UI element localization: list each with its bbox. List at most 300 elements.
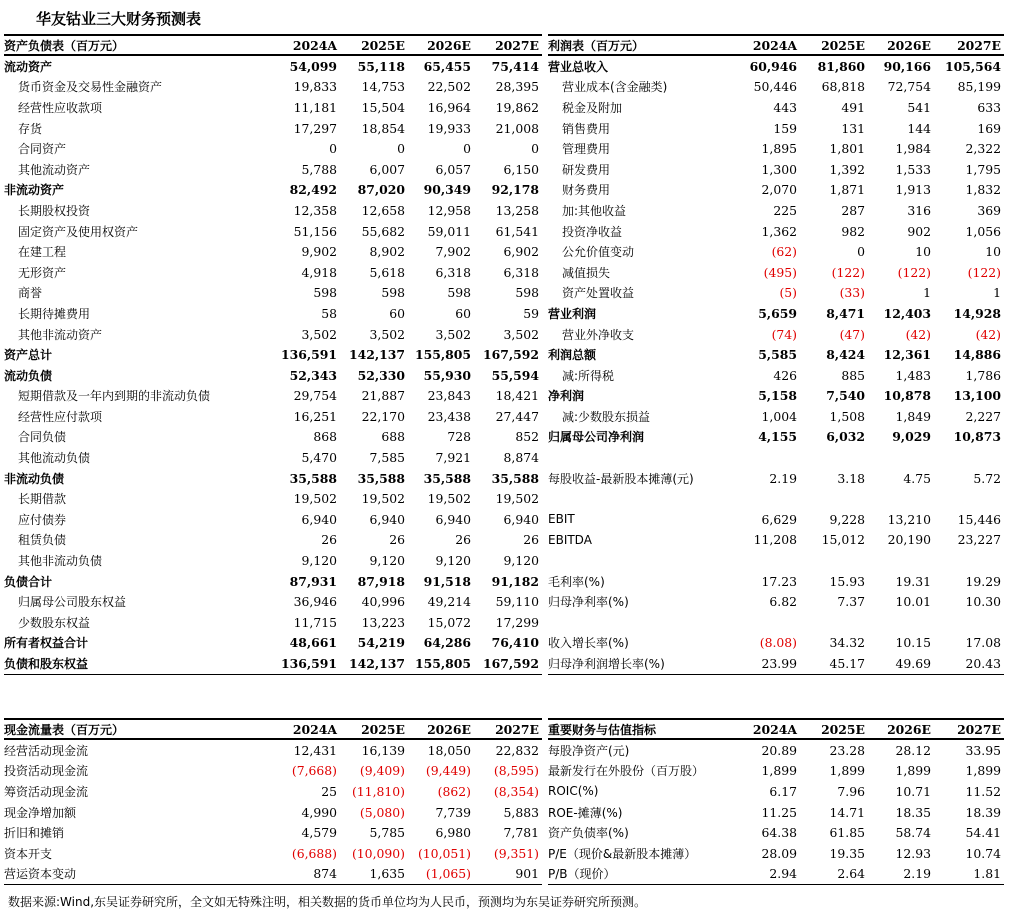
value-cell: (11,810) bbox=[351, 783, 405, 799]
value-cell: 45.17 bbox=[800, 653, 868, 674]
table-row bbox=[548, 427, 1004, 448]
value-cell: 9,228 bbox=[829, 511, 865, 527]
value-cell: 15,072 bbox=[427, 614, 471, 630]
value-cell: 17,297 bbox=[293, 120, 337, 136]
column-header: 2024A bbox=[740, 719, 800, 739]
value-cell: 20.89 bbox=[761, 742, 797, 758]
value-cell: 369 bbox=[977, 202, 1001, 218]
value-cell: 19.29 bbox=[965, 573, 1001, 589]
value-cell: 5,470 bbox=[301, 450, 337, 466]
value-cell bbox=[934, 612, 1004, 633]
value-cell: 598 bbox=[313, 285, 337, 301]
value-cell: 60 bbox=[455, 305, 471, 321]
value-cell: (47) bbox=[839, 326, 865, 342]
value-cell: 19,833 bbox=[293, 79, 337, 95]
value-cell: 885 bbox=[841, 367, 865, 383]
row-label: ROE-摊薄(%) bbox=[548, 805, 623, 820]
value-cell: 6,032 bbox=[826, 429, 865, 445]
value-cell: (42) bbox=[905, 326, 931, 342]
value-cell: 81,860 bbox=[817, 58, 865, 74]
value-cell: 6.82 bbox=[769, 594, 797, 610]
value-cell: 21,887 bbox=[361, 388, 405, 404]
value-cell: 5,788 bbox=[301, 161, 337, 177]
table-row bbox=[4, 262, 542, 283]
table-row bbox=[548, 118, 1004, 139]
value-cell: 3,502 bbox=[435, 326, 471, 342]
value-cell: 19,933 bbox=[427, 120, 471, 136]
table-row bbox=[548, 509, 1004, 530]
column-header: 2024A bbox=[740, 35, 800, 55]
table-row bbox=[548, 386, 1004, 407]
row-label: 收入增长率(%) bbox=[548, 636, 629, 651]
value-cell: 72,754 bbox=[887, 79, 931, 95]
value-cell: 728 bbox=[447, 429, 471, 445]
table-row bbox=[548, 303, 1004, 324]
value-cell: 5,883 bbox=[503, 804, 539, 820]
row-label: P/B（现价） bbox=[548, 864, 740, 885]
value-cell: 8,874 bbox=[503, 450, 539, 466]
value-cell: 60 bbox=[389, 305, 405, 321]
row-label: 营业总收入 bbox=[548, 59, 609, 74]
value-cell: 1,056 bbox=[965, 223, 1001, 239]
value-cell: 10.74 bbox=[965, 845, 1001, 861]
table-row bbox=[548, 864, 1004, 885]
value-cell: 2,322 bbox=[965, 141, 1001, 157]
column-header: 2025E bbox=[800, 35, 868, 55]
row-label: 应付债券 bbox=[18, 512, 67, 527]
value-cell: 136,591 bbox=[276, 653, 340, 674]
value-cell: 287 bbox=[841, 202, 865, 218]
value-cell: 12,361 bbox=[883, 347, 931, 363]
row-label: 其他流动负债 bbox=[18, 451, 91, 466]
table-row bbox=[4, 159, 542, 180]
value-cell: 82,492 bbox=[289, 182, 337, 198]
value-cell bbox=[868, 612, 934, 633]
row-label: 无形资产 bbox=[18, 265, 67, 280]
value-cell: 18,854 bbox=[361, 120, 405, 136]
value-cell: 1,984 bbox=[895, 141, 931, 157]
value-cell: (8.08) bbox=[759, 635, 797, 651]
value-cell: 19.31 bbox=[895, 573, 931, 589]
value-cell: 5,585 bbox=[758, 347, 797, 363]
value-cell: (862) bbox=[437, 783, 471, 799]
value-cell: 19,502 bbox=[361, 491, 405, 507]
table-row bbox=[548, 781, 1004, 802]
value-cell: 23,843 bbox=[427, 388, 471, 404]
value-cell: (9,351) bbox=[493, 845, 539, 861]
value-cell: 11,181 bbox=[293, 99, 337, 115]
row-label: P/E（现价&最新股本摊薄） bbox=[548, 846, 697, 861]
value-cell: (122) bbox=[967, 264, 1001, 280]
table-row bbox=[4, 386, 542, 407]
value-cell bbox=[740, 550, 800, 571]
value-cell: 20,190 bbox=[887, 532, 931, 548]
value-cell: (5) bbox=[779, 285, 797, 301]
value-cell: 10.71 bbox=[895, 783, 931, 799]
row-label: 资产负债率(%) bbox=[548, 826, 629, 841]
value-cell: 4,155 bbox=[758, 429, 797, 445]
table-row bbox=[4, 488, 542, 509]
value-cell: (1,065) bbox=[408, 864, 474, 885]
table-row bbox=[548, 406, 1004, 427]
table-row bbox=[4, 509, 542, 530]
value-cell: 2,227 bbox=[965, 408, 1001, 424]
column-header: 2027E bbox=[474, 35, 542, 55]
column-header: 2025E bbox=[340, 35, 408, 55]
value-cell: 29,754 bbox=[293, 388, 337, 404]
table-row bbox=[548, 653, 1004, 674]
value-cell: 7.37 bbox=[837, 594, 865, 610]
value-cell: 15,446 bbox=[957, 511, 1001, 527]
value-cell: 55,682 bbox=[361, 223, 405, 239]
value-cell: 1,849 bbox=[895, 408, 931, 424]
value-cell: 28.09 bbox=[761, 845, 797, 861]
value-cell: 6.17 bbox=[769, 783, 797, 799]
valuation-metrics-table bbox=[548, 718, 1004, 885]
value-cell: 1,362 bbox=[761, 223, 797, 239]
value-cell: 167,592 bbox=[474, 653, 542, 674]
value-cell: 11,208 bbox=[753, 532, 797, 548]
value-cell: 16,139 bbox=[361, 742, 405, 758]
value-cell: (9,409) bbox=[359, 763, 405, 779]
row-label: 营业利润 bbox=[548, 306, 597, 321]
table-row bbox=[4, 591, 542, 612]
value-cell: 6,629 bbox=[761, 511, 797, 527]
value-cell: 54.41 bbox=[965, 825, 1001, 841]
row-label: 投资净收益 bbox=[562, 224, 623, 239]
value-cell: 2.19 bbox=[868, 864, 934, 885]
value-cell: 17.23 bbox=[761, 573, 797, 589]
value-cell: 6,980 bbox=[435, 825, 471, 841]
row-label bbox=[548, 612, 740, 633]
value-cell: 1,483 bbox=[895, 367, 931, 383]
table-row bbox=[4, 283, 542, 304]
table-row bbox=[548, 843, 1004, 864]
table-header-row bbox=[4, 35, 542, 55]
row-label: 长期股权投资 bbox=[18, 203, 91, 218]
value-cell: 17.08 bbox=[965, 635, 1001, 651]
value-cell bbox=[800, 612, 868, 633]
value-cell: 40,996 bbox=[361, 594, 405, 610]
value-cell: 61,541 bbox=[495, 223, 539, 239]
row-label: 归属母公司股东权益 bbox=[18, 595, 127, 610]
table-row bbox=[4, 550, 542, 571]
value-cell: 55,118 bbox=[357, 58, 405, 74]
row-label: 其他非流动负债 bbox=[18, 554, 103, 569]
value-cell: 3,502 bbox=[369, 326, 405, 342]
row-label: 减值损失 bbox=[562, 265, 611, 280]
row-label bbox=[548, 550, 740, 571]
table-row bbox=[4, 571, 542, 592]
value-cell: 64.38 bbox=[761, 825, 797, 841]
value-cell: (6,688) bbox=[291, 845, 337, 861]
row-label: 非流动资产 bbox=[4, 183, 65, 198]
value-cell: (10,090) bbox=[351, 845, 405, 861]
value-cell: 1,895 bbox=[761, 141, 797, 157]
value-cell: 59,011 bbox=[427, 223, 471, 239]
value-cell: 8,424 bbox=[826, 347, 865, 363]
value-cell: 35,588 bbox=[491, 470, 539, 486]
footnote: 数据来源:Wind,东吴证券研究所，全文如无特殊注明，相关数据的货币单位均为人民币，预测均为东吴证券研究所预测。 bbox=[8, 895, 647, 909]
value-cell: 4,579 bbox=[301, 825, 337, 841]
value-cell: 6,940 bbox=[435, 511, 471, 527]
table-row bbox=[548, 571, 1004, 592]
value-cell: 5,158 bbox=[758, 388, 797, 404]
value-cell: 92,178 bbox=[491, 182, 539, 198]
value-cell: 1,508 bbox=[829, 408, 865, 424]
value-cell: 169 bbox=[977, 120, 1001, 136]
column-header: 2026E bbox=[408, 35, 474, 55]
table-row bbox=[548, 550, 1004, 571]
table-row bbox=[4, 447, 542, 468]
value-cell: 1,004 bbox=[761, 408, 797, 424]
value-cell: 52,343 bbox=[289, 367, 337, 383]
value-cell: 443 bbox=[773, 99, 797, 115]
row-label: 折旧和摊销 bbox=[4, 826, 65, 841]
value-cell: 5,785 bbox=[369, 825, 405, 841]
row-label: 减:所得税 bbox=[562, 368, 615, 383]
value-cell bbox=[868, 550, 934, 571]
table-title: 利润表（百万元） bbox=[548, 35, 740, 55]
row-label: 财务费用 bbox=[562, 183, 611, 198]
row-label: 利润总额 bbox=[548, 348, 597, 363]
row-label: 归母净利润增长率(%) bbox=[548, 653, 740, 674]
value-cell: 18,421 bbox=[495, 388, 539, 404]
value-cell: 55,930 bbox=[423, 367, 471, 383]
value-cell: 36,946 bbox=[293, 594, 337, 610]
value-cell: 598 bbox=[447, 285, 471, 301]
column-header: 2027E bbox=[934, 719, 1004, 739]
value-cell: 874 bbox=[276, 864, 340, 885]
value-cell: 0 bbox=[397, 141, 405, 157]
balance-sheet-table bbox=[4, 34, 542, 675]
row-label: 筹资活动现金流 bbox=[4, 784, 89, 799]
value-cell: 0 bbox=[857, 244, 865, 260]
value-cell: 90,349 bbox=[423, 182, 471, 198]
row-label: 固定资产及使用权资产 bbox=[18, 224, 139, 239]
row-label: EBIT bbox=[548, 512, 575, 527]
value-cell: 17,299 bbox=[495, 614, 539, 630]
page-title: 华友钴业三大财务预测表 bbox=[36, 10, 202, 28]
value-cell: 131 bbox=[841, 120, 865, 136]
value-cell: 1,635 bbox=[340, 864, 408, 885]
value-cell bbox=[800, 447, 868, 468]
table-row bbox=[548, 77, 1004, 98]
value-cell: 6,940 bbox=[369, 511, 405, 527]
table-title: 资产负债表（百万元） bbox=[4, 35, 276, 55]
value-cell: 19,502 bbox=[427, 491, 471, 507]
value-cell: 0 bbox=[531, 141, 539, 157]
value-cell: 159 bbox=[773, 120, 797, 136]
value-cell: 1 bbox=[923, 285, 931, 301]
table-row bbox=[548, 447, 1004, 468]
table-header-row bbox=[548, 35, 1004, 55]
value-cell: 55,594 bbox=[491, 367, 539, 383]
table-row bbox=[4, 822, 542, 843]
row-label: 在建工程 bbox=[18, 245, 67, 260]
value-cell: 26 bbox=[523, 532, 539, 548]
value-cell bbox=[868, 488, 934, 509]
value-cell: 68,818 bbox=[821, 79, 865, 95]
column-header: 2027E bbox=[934, 35, 1004, 55]
table-row bbox=[548, 488, 1004, 509]
value-cell: 8,471 bbox=[826, 305, 865, 321]
row-label: 归母净利率(%) bbox=[548, 595, 629, 610]
value-cell: 64,286 bbox=[423, 635, 471, 651]
value-cell: 12,658 bbox=[361, 202, 405, 218]
row-label: 投资活动现金流 bbox=[4, 764, 89, 779]
value-cell: 23.99 bbox=[740, 653, 800, 674]
table-row bbox=[4, 612, 542, 633]
value-cell bbox=[934, 550, 1004, 571]
value-cell: 76,410 bbox=[491, 635, 539, 651]
value-cell: 3.18 bbox=[837, 470, 865, 486]
table-row bbox=[4, 761, 542, 782]
row-label: 销售费用 bbox=[562, 121, 611, 136]
value-cell: 19,502 bbox=[293, 491, 337, 507]
table-row bbox=[4, 468, 542, 489]
value-cell bbox=[800, 488, 868, 509]
column-header: 2026E bbox=[868, 35, 934, 55]
value-cell: 155,805 bbox=[408, 653, 474, 674]
row-label: 每股净资产(元) bbox=[548, 743, 630, 758]
table-row bbox=[548, 159, 1004, 180]
value-cell: 13,258 bbox=[495, 202, 539, 218]
value-cell: (122) bbox=[831, 264, 865, 280]
table-row bbox=[4, 303, 542, 324]
value-cell: 15,012 bbox=[821, 532, 865, 548]
value-cell: 10 bbox=[915, 244, 931, 260]
value-cell: 49.69 bbox=[868, 653, 934, 674]
value-cell: 16,251 bbox=[293, 408, 337, 424]
table-row bbox=[548, 822, 1004, 843]
table-row bbox=[548, 468, 1004, 489]
row-label: 合同负债 bbox=[18, 430, 67, 445]
value-cell bbox=[740, 612, 800, 633]
value-cell: 35,588 bbox=[289, 470, 337, 486]
table-row bbox=[548, 344, 1004, 365]
row-label: 每股收益-最新股本摊薄(元) bbox=[548, 471, 694, 486]
value-cell: 105,564 bbox=[944, 58, 1001, 74]
value-cell: 28.12 bbox=[895, 742, 931, 758]
value-cell: 3,502 bbox=[503, 326, 539, 342]
row-label: ROIC(%) bbox=[548, 784, 599, 799]
value-cell: 11.52 bbox=[965, 783, 1001, 799]
table-row bbox=[548, 283, 1004, 304]
value-cell: 12,431 bbox=[293, 742, 337, 758]
row-label: 货币资金及交易性金融资产 bbox=[18, 80, 163, 95]
row-label: 管理费用 bbox=[562, 142, 611, 157]
value-cell: 87,020 bbox=[357, 182, 405, 198]
value-cell: 22,170 bbox=[361, 408, 405, 424]
value-cell: 167,592 bbox=[482, 347, 539, 363]
table-row bbox=[548, 612, 1004, 633]
value-cell: 6,318 bbox=[503, 264, 539, 280]
row-label: 少数股东权益 bbox=[18, 615, 91, 630]
value-cell: 1,392 bbox=[829, 161, 865, 177]
value-cell: 12,358 bbox=[293, 202, 337, 218]
value-cell: 15,504 bbox=[361, 99, 405, 115]
value-cell bbox=[740, 447, 800, 468]
value-cell: 14,886 bbox=[953, 347, 1001, 363]
table-row bbox=[548, 591, 1004, 612]
table-row bbox=[548, 365, 1004, 386]
row-label: 长期借款 bbox=[18, 492, 67, 507]
table-row bbox=[4, 530, 542, 551]
row-label: 合同资产 bbox=[18, 142, 67, 157]
value-cell: 60,946 bbox=[749, 58, 797, 74]
table-row bbox=[548, 138, 1004, 159]
value-cell: 901 bbox=[474, 864, 542, 885]
value-cell: 34.32 bbox=[829, 635, 865, 651]
row-label: 资产处置收益 bbox=[562, 286, 635, 301]
value-cell: 19,502 bbox=[495, 491, 539, 507]
table-row bbox=[548, 221, 1004, 242]
value-cell: 144 bbox=[907, 120, 931, 136]
value-cell: (8,595) bbox=[493, 763, 539, 779]
row-label: 营业外净收支 bbox=[562, 327, 635, 342]
table-row bbox=[4, 138, 542, 159]
value-cell: 1,899 bbox=[965, 763, 1001, 779]
value-cell: 58.74 bbox=[895, 825, 931, 841]
row-label: 现金净增加额 bbox=[4, 805, 77, 820]
value-cell: 90,166 bbox=[883, 58, 931, 74]
row-label: EBITDA bbox=[548, 532, 592, 547]
value-cell: (74) bbox=[771, 326, 797, 342]
value-cell: 2.94 bbox=[740, 864, 800, 885]
table-row bbox=[4, 97, 542, 118]
row-label: 资本开支 bbox=[4, 846, 53, 861]
value-cell: 225 bbox=[773, 202, 797, 218]
value-cell: 10.15 bbox=[895, 635, 931, 651]
value-cell: 0 bbox=[329, 141, 337, 157]
value-cell: 9,902 bbox=[301, 244, 337, 260]
row-label: 减:少数股东损益 bbox=[562, 409, 651, 424]
table-title: 重要财务与估值指标 bbox=[548, 719, 740, 739]
column-header: 2024A bbox=[276, 719, 340, 739]
table-row bbox=[548, 55, 1004, 77]
value-cell: (122) bbox=[897, 264, 931, 280]
value-cell: 9,120 bbox=[301, 553, 337, 569]
column-header: 2027E bbox=[474, 719, 542, 739]
table-row bbox=[548, 97, 1004, 118]
value-cell: 19.35 bbox=[829, 845, 865, 861]
value-cell: 23,227 bbox=[957, 532, 1001, 548]
value-cell: 9,120 bbox=[435, 553, 471, 569]
table-row bbox=[548, 200, 1004, 221]
row-label: 营业成本(含金融类) bbox=[562, 80, 668, 95]
value-cell: 8,902 bbox=[369, 244, 405, 260]
value-cell: 58 bbox=[321, 305, 337, 321]
value-cell: 6,902 bbox=[503, 244, 539, 260]
value-cell: 4,990 bbox=[301, 804, 337, 820]
value-cell: 20.43 bbox=[934, 653, 1004, 674]
row-label: 所有者权益合计 bbox=[4, 636, 89, 651]
table-row bbox=[4, 406, 542, 427]
table-row bbox=[4, 864, 542, 885]
value-cell: 598 bbox=[515, 285, 539, 301]
value-cell: 136,591 bbox=[280, 347, 337, 363]
value-cell: 6,940 bbox=[301, 511, 337, 527]
column-header: 2026E bbox=[408, 719, 474, 739]
value-cell: 14,928 bbox=[953, 305, 1001, 321]
value-cell: 868 bbox=[313, 429, 337, 445]
value-cell: 6,150 bbox=[503, 161, 539, 177]
value-cell: 2.64 bbox=[800, 864, 868, 885]
row-label: 净利润 bbox=[548, 389, 585, 404]
table-row bbox=[4, 653, 542, 674]
row-label: 经营性应付款项 bbox=[18, 409, 103, 424]
